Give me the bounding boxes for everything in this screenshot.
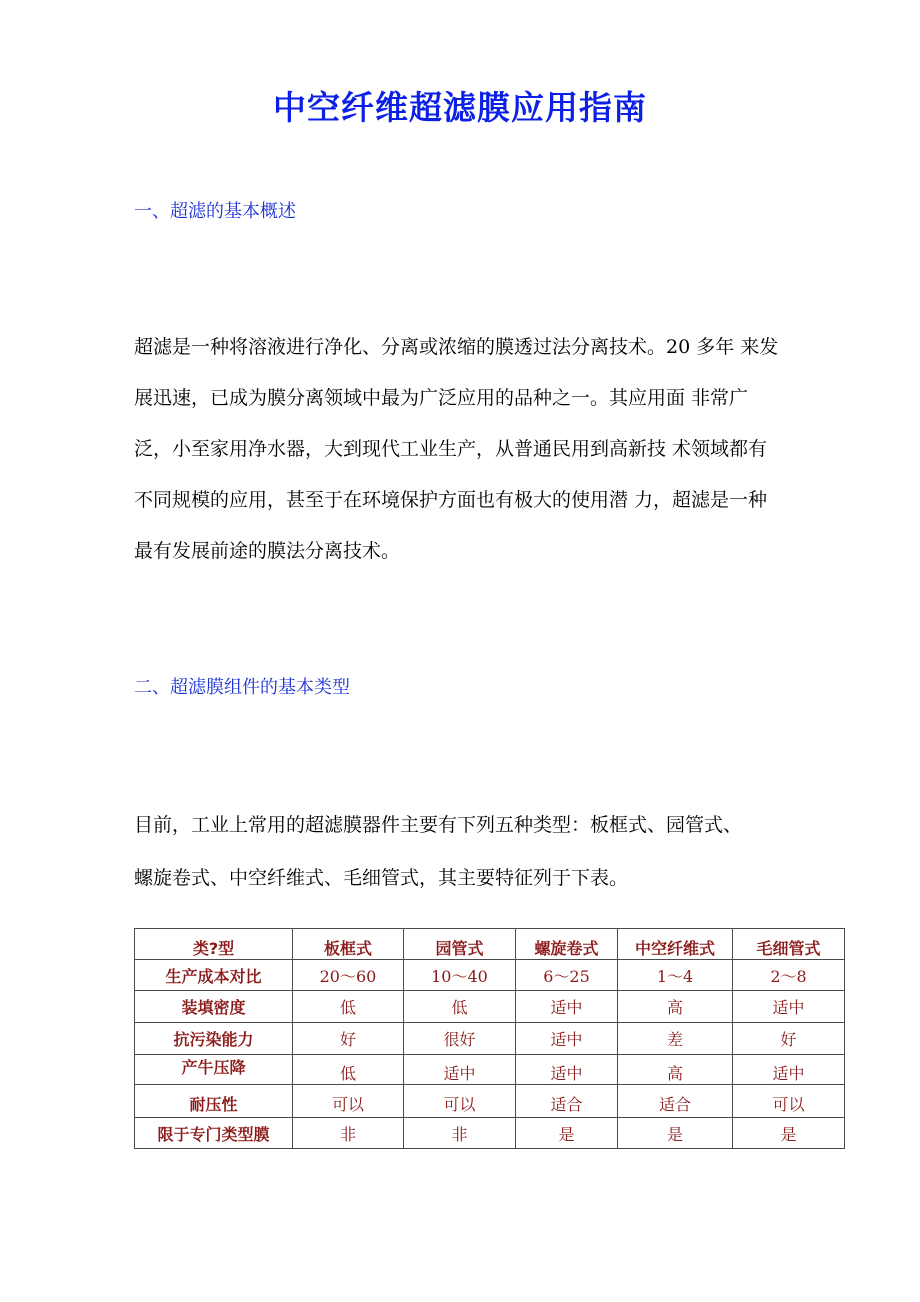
- paragraph-line: 超滤是一种将溶液进行净化、分离或浓缩的膜透过法分离技术。20 多年 来发: [134, 336, 779, 358]
- table-cell: 好: [293, 1023, 404, 1055]
- table-cell: 差: [618, 1023, 733, 1055]
- table-row-label: 装填密度: [135, 991, 293, 1023]
- table-row-label: 生产成本对比: [135, 960, 293, 991]
- table-header-cell: 中空纤维式: [618, 929, 733, 960]
- table-cell: 适中: [733, 1055, 845, 1085]
- table-header-cell: 毛细管式: [733, 929, 845, 960]
- table-header-cell: 园管式: [404, 929, 516, 960]
- table-cell: 6～25: [516, 960, 618, 991]
- section-1-heading: 一、超滤的基本概述: [134, 201, 296, 222]
- table-cell: 非: [293, 1118, 404, 1149]
- table-cell: 可以: [293, 1085, 404, 1118]
- table-cell: 适合: [618, 1085, 733, 1118]
- table-cell: 高: [618, 991, 733, 1023]
- table-row: [135, 1118, 845, 1149]
- table-cell: 是: [618, 1118, 733, 1149]
- table-row: [135, 1055, 845, 1085]
- table-cell: 1～4: [618, 960, 733, 991]
- section-1-paragraph: [134, 322, 849, 577]
- table-cell: 是: [516, 1118, 618, 1149]
- table-cell: 好: [733, 1023, 845, 1055]
- table-cell: 非: [404, 1118, 516, 1149]
- document-title: 中空纤维超滤膜应用指南: [273, 88, 647, 127]
- paragraph-line: 展迅速，已成为膜分离领域中最为广泛应用的品种之一。其应用面 非常广: [134, 387, 749, 409]
- paragraph-line: 目前，工业上常用的超滤膜器件主要有下列五种类型：板框式、园管式、: [134, 814, 743, 836]
- membrane-type-comparison-table: [134, 928, 845, 1149]
- table-row: [135, 1023, 845, 1055]
- table-cell: 适中: [516, 991, 618, 1023]
- table-row: [135, 991, 845, 1023]
- paragraph-line: 泛，小至家用净水器，大到现代工业生产，从普通民用到高新技 术领域都有: [134, 438, 768, 460]
- table-header-cell: 类?型: [135, 929, 293, 960]
- table-row-label: 产牛压降: [135, 1055, 293, 1085]
- table-cell: 低: [293, 1055, 404, 1085]
- table-cell: 10～40: [404, 960, 516, 991]
- paragraph-line: 不同规模的应用，甚至于在环境保护方面也有极大的使用潜 力，超滤是一种: [134, 489, 768, 511]
- paragraph-line: 螺旋卷式、中空纤维式、毛细管式，其主要特征列于下表。: [134, 867, 629, 889]
- paragraph-line: 最有发展前途的膜法分离技术。: [134, 540, 401, 562]
- table-cell: 适中: [404, 1055, 516, 1085]
- table-cell: 适中: [733, 991, 845, 1023]
- table-row-label: 耐压性: [135, 1085, 293, 1118]
- table-row-label: 限于专门类型膜: [135, 1118, 293, 1149]
- table-header-cell: 螺旋卷式: [516, 929, 618, 960]
- table-cell: 2～8: [733, 960, 845, 991]
- table-cell: 高: [618, 1055, 733, 1085]
- section-2-paragraph: [134, 799, 849, 905]
- table-cell: 很好: [404, 1023, 516, 1055]
- table-cell: 20～60: [293, 960, 404, 991]
- table-row: [135, 1085, 845, 1118]
- table-header-row: [135, 929, 845, 960]
- table-cell: 适中: [516, 1055, 618, 1085]
- section-2-heading: 二、超滤膜组件的基本类型: [134, 677, 350, 698]
- table-cell: 低: [404, 991, 516, 1023]
- table-cell: 是: [733, 1118, 845, 1149]
- table-cell: 低: [293, 991, 404, 1023]
- table-cell: 适中: [516, 1023, 618, 1055]
- table-cell: 可以: [404, 1085, 516, 1118]
- table-header-cell: 板框式: [293, 929, 404, 960]
- table-cell: 适合: [516, 1085, 618, 1118]
- table-row-label: 抗污染能力: [135, 1023, 293, 1055]
- table-row: [135, 960, 845, 991]
- table-cell: 可以: [733, 1085, 845, 1118]
